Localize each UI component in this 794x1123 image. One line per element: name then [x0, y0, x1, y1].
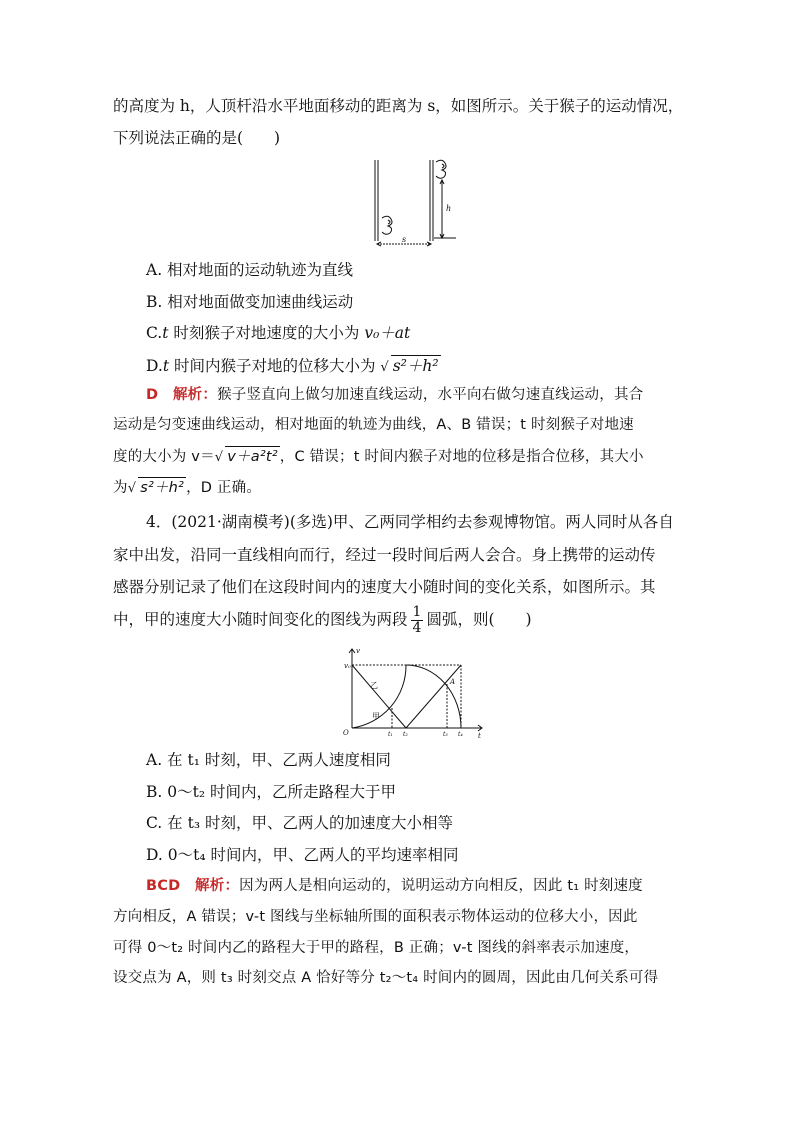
q3-stem-line-2: 下列说法正确的是( ): [113, 129, 281, 147]
q3-option-d-text: 时间内猴子对地的位移大小为: [169, 357, 381, 375]
q4-stem-line-3: 感器分别记录了他们在这段时间内的速度大小随时间的变化关系，如图所示。其: [113, 578, 656, 596]
q4-fraction-num: 1: [412, 604, 422, 620]
q3-stem-line-1: 的高度为 h，人顶杆沿水平地面移动的距离为 s，如图所示。关于猴子的运动情况，: [113, 97, 684, 115]
q3-answer-key: D: [146, 387, 159, 403]
q3-option-d-var: t: [162, 357, 170, 375]
q4-fig-axis-v: v: [356, 647, 360, 655]
q4-vt-graph: [336, 645, 486, 740]
q4-fig-label-yi: 乙: [370, 681, 378, 690]
q4-fraction-den: 4: [412, 620, 422, 636]
q4-option-d: D. 0～t₄ 时间内，甲、乙两人的平均速率相同: [146, 846, 459, 864]
q3-option-d: D.t 时间内猴子对地的位移大小为 √ s²＋h²: [146, 357, 439, 375]
q3-option-c-formula: v₀＋at: [364, 324, 411, 342]
q4-fig-label-a: A: [450, 678, 456, 686]
q3-fig-label-h: h: [446, 204, 452, 213]
q3-fig-label-s: s: [402, 235, 407, 244]
q4-analysis-line-4: 设交点为 A，则 t₃ 时刻交点 A 恰好等分 t₂～t₄ 时间内的圆周，因此由几何关系可得: [113, 970, 659, 986]
q4-fig-axis-t: t: [478, 732, 481, 740]
q3-monkey-pole-figure: [368, 158, 462, 248]
q4-stem-line-1: 4．(2021·湖南模考)(多选)甲、乙两同学相约去参观博物馆。两人同时从各自: [146, 513, 674, 531]
q4-fig-label-jia: 甲: [372, 712, 380, 721]
q4-stem-4-suffix: 圆弧，则( ): [426, 610, 532, 629]
q3-option-a: A. 相对地面的运动轨迹为直线: [146, 261, 354, 279]
q3-analysis-line-4: 为√ s²＋h² ，D 正确。: [113, 477, 261, 499]
q4-fig-v0: v₀: [344, 662, 351, 670]
q3-analysis-3-prefix: 度的大小为 v＝: [113, 449, 215, 465]
q4-fig-t2: t₂: [403, 731, 408, 738]
q3-analysis-4-prefix: 为: [113, 480, 128, 496]
q3-analysis-line-1: [146, 385, 643, 405]
q3-option-d-formula: s²＋h²: [392, 357, 439, 375]
q3-analysis-line-3: 度的大小为 v＝√ v＋a²t² ，C 错误；t 时间内猴子对地的位移是指合位移，其大小: [113, 446, 644, 468]
q4-fig-t4: t₄: [458, 731, 463, 738]
q4-stem-line-4: [113, 605, 532, 636]
q4-quarter-fraction: [411, 605, 424, 636]
q3-option-b: B. 相对地面做变加速曲线运动: [146, 293, 354, 311]
q4-analysis-text-1: 因为两人是相向运动的，说明运动方向相反，因此 t₁ 时刻速度: [239, 878, 643, 894]
q3-option-c: [146, 323, 410, 343]
q4-option-b: B. 0～t₂ 时间内，乙所走路程大于甲: [146, 783, 396, 801]
q3-analysis-3-suffix: ，C 错误；t 时间内猴子对地的位移是指合位移，其大小: [279, 449, 644, 465]
q3-analysis-line-2: 运动是匀变速曲线运动，相对地面的轨迹为曲线，A、B 错误；t 时刻猴子对地速: [113, 417, 634, 433]
q3-analysis-label: 解析：: [172, 387, 218, 403]
q4-stem-4-prefix: 中，甲的速度大小随时间变化的图线为两段: [113, 610, 408, 629]
q4-analysis-line-2: 方向相反，A 错误；v-t 图线与坐标轴所围的面积表示物体运动的位移大小，因此: [113, 909, 638, 925]
q4-option-a: A. 在 t₁ 时刻，甲、乙两人速度相同: [146, 751, 391, 769]
q4-analysis-line-1: [146, 876, 643, 896]
q3-option-c-text: 时刻猴子对地速度的大小为: [168, 324, 365, 342]
q4-fig-origin: O: [343, 729, 349, 737]
q3-option-d-prefix: D.: [146, 357, 163, 375]
q3-analysis-4-suffix: ，D 正确。: [186, 480, 262, 496]
q4-stem-line-2: 家中出发，沿同一直线相向而行，经过一段时间后两人会合。身上携带的运动传: [113, 546, 656, 564]
q4-option-c: C. 在 t₃ 时刻，甲、乙两人的加速度大小相等: [146, 814, 453, 832]
q3-analysis-4-formula: s²＋h²: [138, 477, 186, 498]
q4-answer-key: BCD: [146, 878, 181, 894]
q3-option-c-var: t: [162, 324, 169, 342]
q4-analysis-line-3: 可得 0～t₂ 时间内乙的路程大于甲的路程，B 正确；v-t 图线的斜率表示加速度，: [113, 940, 640, 956]
q4-fig-t3: t₃: [443, 731, 448, 738]
q3-option-c-prefix: C.: [146, 324, 163, 342]
q3-analysis-3-formula: v＋a²t²: [225, 446, 279, 467]
q4-fig-t1: t₁: [388, 731, 393, 738]
q4-analysis-label: 解析：: [195, 878, 240, 894]
q3-analysis-text-1: 猴子竖直向上做匀加速直线运动，水平向右做匀速直线运动，其合: [217, 387, 644, 403]
